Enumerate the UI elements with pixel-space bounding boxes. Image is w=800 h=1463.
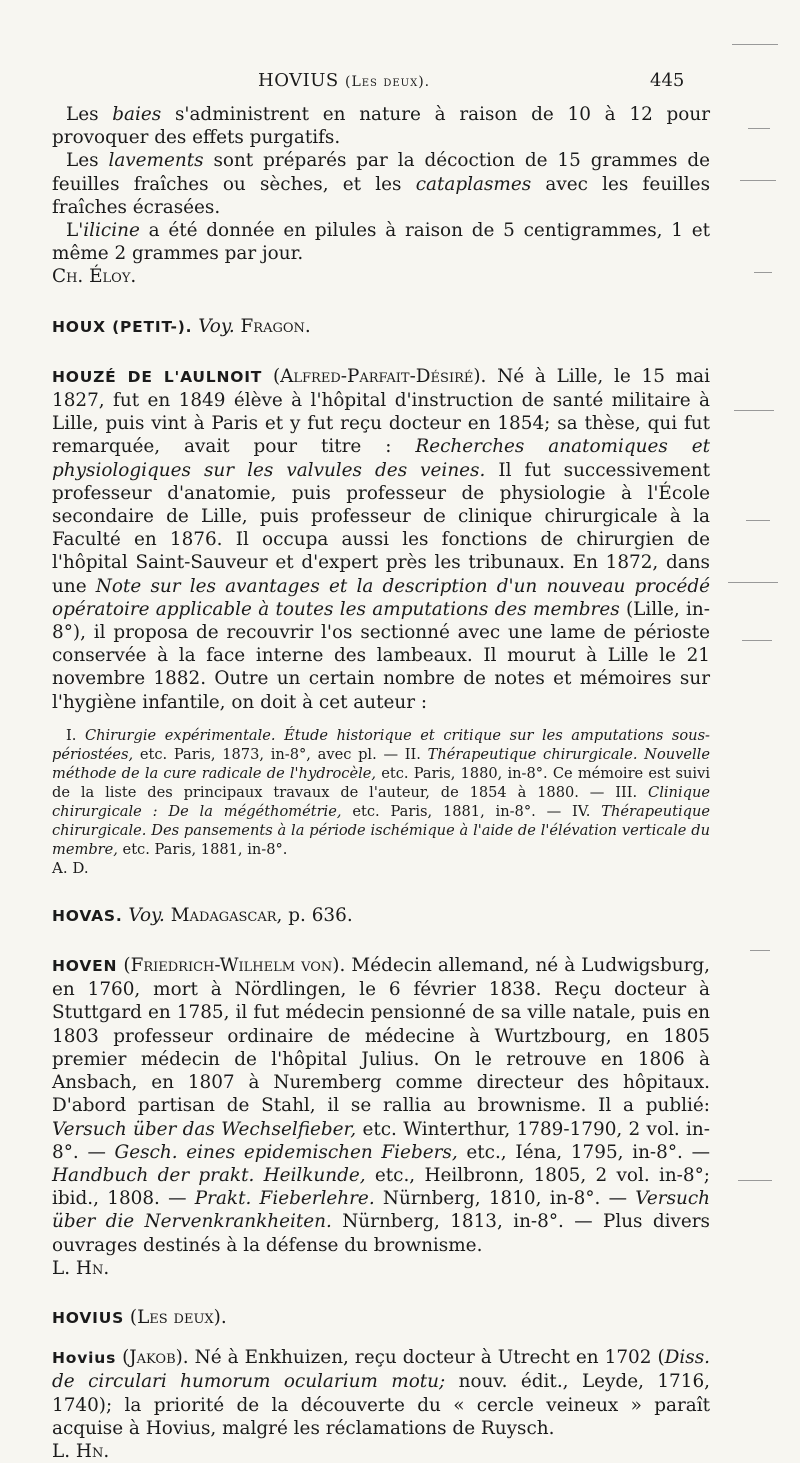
running-head <box>0 70 800 100</box>
text: etc. Paris, 1873, in-8°, avec pl. — II. <box>133 745 428 763</box>
scan-mark <box>742 640 772 641</box>
spacer <box>52 289 710 315</box>
cross-ref-voy: Voy. <box>128 904 165 926</box>
entry-hovas <box>52 904 710 928</box>
headword: HOVIUS <box>52 1308 125 1327</box>
text: Les <box>66 104 113 125</box>
cross-ref-voy: Voy. <box>198 315 235 337</box>
headword: HOUX (PETIT-). <box>52 317 193 336</box>
text: L' <box>66 220 84 242</box>
entry-hovius-jakob <box>52 1346 710 1440</box>
bibliography-block <box>52 726 710 878</box>
italic-term: lavements <box>108 150 204 172</box>
text: Né à Enkhuizen, reçu docteur à Utrecht en 1702 ( <box>188 1347 665 1369</box>
author-signature: A. D. <box>52 858 89 877</box>
italic-term: baies <box>112 104 162 125</box>
paragraph-ilicine <box>52 219 710 265</box>
scan-mark <box>750 950 770 951</box>
work-title: Handbuch der prakt. Heilkunde, <box>52 1164 366 1186</box>
scan-mark <box>754 272 772 273</box>
text: I. <box>66 726 85 744</box>
text: etc. Paris, 1880, in-8°. Ce mémoire est suivi de la liste des principaux travaux de l'auteur, de 1854 à 1880. — III. <box>52 764 710 801</box>
text: sont préparés par la décoction de 15 grammes de feuilles fraîches ou sèches, et les <box>52 150 710 195</box>
text: Il fut successivement professeur d'anatomie, puis professeur de physiologie à l'École secondaire de Lille, puis professeur de clinique chirurgicale à la Faculté en 1876. Il occupa aussi les fonctions de chirurgien de l'hôpital Saint-Sauveur et d'expert près les tribunaux. En 1872, dans une <box>52 459 710 597</box>
entry-hovius-heading <box>52 1306 710 1330</box>
text: Né à Lille, le 15 mai 1827, fut en 1849 élève à l'hôpital d'instruction de santé militaire à Lille, puis vint à Paris et y fut reçu docteur en 1854; sa thèse, qui fut remarquée, avait pour titre : <box>52 365 710 458</box>
given-names: (Jakob). <box>122 1347 189 1369</box>
scan-mark <box>738 1180 772 1181</box>
given-names: (Friedrich-Wilhelm von). <box>123 955 346 977</box>
running-title-main: HOVIUS <box>258 70 339 91</box>
work-title: Prakt. Fieberlehre. <box>194 1188 375 1210</box>
page-number: 445 <box>650 70 685 91</box>
scan-mark <box>740 180 776 181</box>
text: Nürnberg, 1813, in-8°. — Plus divers ouvrages destinés à la défense du brownisme. <box>52 1211 710 1256</box>
headword: HOVEN <box>52 957 118 976</box>
headword-qualifier: (Les deux). <box>129 1306 227 1328</box>
text: etc., Heilbronn, 1805, 2 vol. in-8°; ibid., 1808. — <box>52 1164 710 1210</box>
spacer <box>52 878 710 904</box>
text: etc., Iéna, 1795, in-8°. — <box>457 1141 710 1163</box>
scan-mark <box>746 520 770 521</box>
author-signature: L. Hn. <box>52 1257 110 1279</box>
author-signature: Ch. Éloy. <box>52 266 137 288</box>
text: s'administrent en nature à raison de 10 à 12 pour provoquer des effets purgatifs. <box>52 104 710 149</box>
given-names: (Alfred-Parfait-Désiré). <box>272 365 487 387</box>
work-title: Versuch über die Nervenkrankheiten. <box>52 1188 710 1233</box>
cross-ref-page: p. 636. <box>282 904 353 926</box>
text: avec les feuilles fraîches écrasées. <box>52 173 711 218</box>
text: etc. Paris, 1881, in-8°. — IV. <box>341 802 602 820</box>
work-title: Diss. de circulari humorum ocularium motu; <box>52 1347 710 1393</box>
text: Les <box>66 150 109 172</box>
entry-houze-de-laulnoit <box>52 365 710 714</box>
headword: HOVAS. <box>52 906 123 925</box>
scan-mark <box>728 582 778 583</box>
sub-headword: Hovius <box>52 1349 117 1368</box>
cross-ref-target: Fragon. <box>240 315 311 337</box>
text: Nürnberg, 1810, in-8°. — <box>374 1188 636 1210</box>
bibliography-list <box>52 726 710 859</box>
spacer <box>52 339 710 365</box>
scan-mark <box>732 44 778 45</box>
scan-mark <box>734 410 774 411</box>
entry-hoven <box>52 954 710 1257</box>
headword: HOUZÉ DE L'AULNOIT <box>52 367 263 386</box>
text: etc. Paris, 1881, in-8°. <box>117 840 288 858</box>
text: nouv. édit., Leyde, 1716, 1740); la priorité de la découverte du « cercle veineux » paraît acquise à Hovius, malgré les réclamations de Ruysch. <box>52 1371 710 1439</box>
work-title: Thérapeutique chirurgicale. Des pansements à la période ischémique à l'aide de l'élévation verticale du membre, <box>52 802 711 858</box>
entry-houx-petit <box>52 315 710 339</box>
work-title: Chirurgie expérimentale. Étude historique et critique sur les amputations sous-périostées, <box>52 726 710 763</box>
text: Médecin allemand, né à Ludwigsburg, en 1760, mort à Nördlingen, le 6 février 1838. Reçu docteur à Stuttgard en 1785, il fut médecin pensionné de sa ville natale, puis en 1803 professeur ordinaire de médecine à Wurtzbourg, en 1805 premier médecin de l'hôpital Julius. On le retrouve en 1806 à Ansbach, en 1807 à Nuremberg comme directeur des hôpitaux. D'abord partisan de Stahl, il se rallia au brownisme. Il a publié: <box>52 955 710 1117</box>
page-body <box>52 103 710 1463</box>
work-title: Versuch über das Wechselfieber, <box>52 1118 357 1140</box>
text: etc. Winterthur, 1789-1790, 2 vol. in-8°. — <box>52 1118 710 1163</box>
scan-mark <box>748 128 770 129</box>
running-title <box>258 70 430 91</box>
italic-term: ilicine <box>83 220 140 242</box>
running-title-paren: (Les deux). <box>344 74 431 90</box>
work-title: Note sur les avantages et la description d'un nouveau procédé opératoire applicable à toutes les amputations des membres <box>52 575 711 620</box>
work-title: Thérapeutique chirurgicale. Nouvelle méthode de la cure radicale de l'hydrocèle, <box>52 745 710 782</box>
spacer <box>52 1330 710 1346</box>
text: (Lille, in-8°), il proposa de recouvrir l'os sectionné avec une lame de périoste conservée à la face interne des lambeaux. Il mourut à Lille le 21 novembre 1882. Outre un certain nombre de notes et mémoires sur l'hygiène infantile, on doit à cet auteur : <box>52 598 710 713</box>
text: a été donnée en pilules à raison de 5 centigrammes, 1 et même 2 grammes par jour. <box>52 220 710 265</box>
paragraph-lavements <box>52 149 710 219</box>
paragraph-baies <box>52 103 710 149</box>
spacer <box>52 1280 710 1306</box>
work-title: Gesch. eines epidemischen Fiebers, <box>114 1141 458 1163</box>
spacer <box>52 928 710 954</box>
cross-ref-target: Madagascar, <box>170 904 283 926</box>
author-signature: L. Hn. <box>52 1440 110 1462</box>
italic-term: cataplasmes <box>415 173 532 195</box>
work-title: Clinique chirurgicale : De la mégéthométrie, <box>52 783 710 820</box>
margin-scan-marks <box>720 0 800 1431</box>
work-title: Recherches anatomiques et physiologiques sur les valvules des veines. <box>52 436 710 481</box>
